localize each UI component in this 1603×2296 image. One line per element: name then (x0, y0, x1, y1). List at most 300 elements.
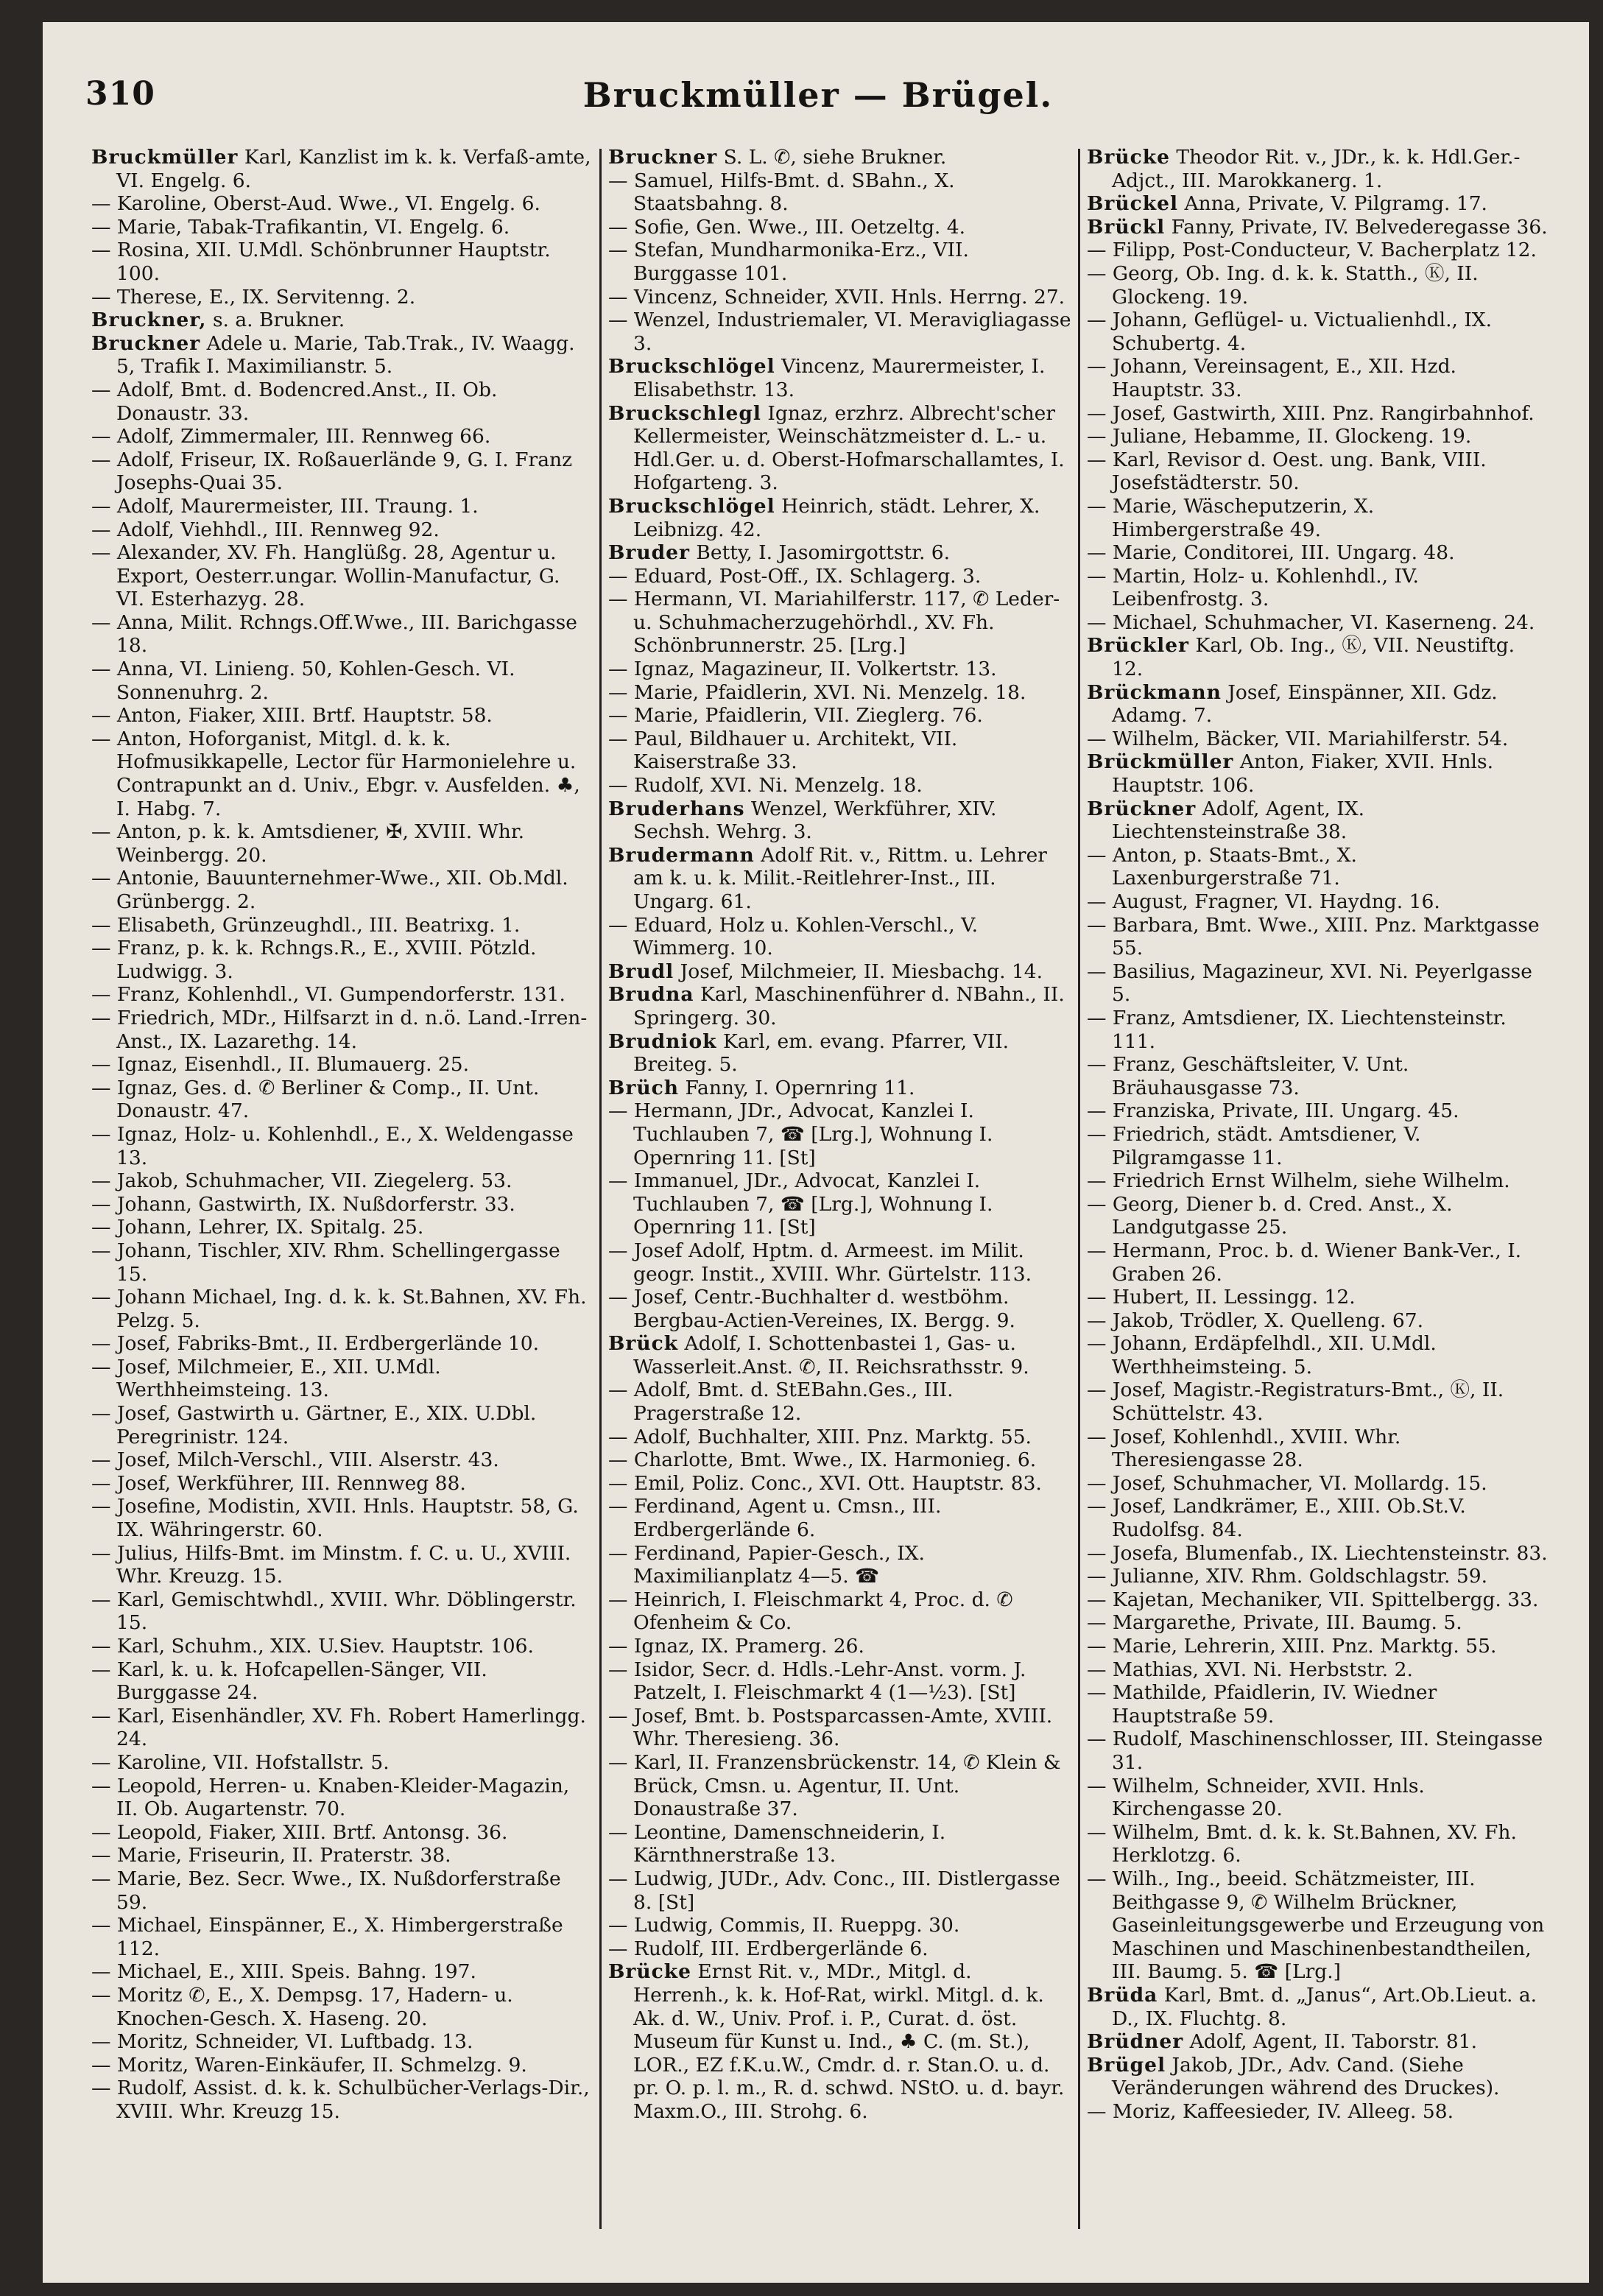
directory-entry (91, 309, 593, 332)
directory-entry (608, 1448, 1072, 1472)
entry-details: — Anton, p. Staats-Bmt., X. Laxenburgerstraße 71. (1087, 843, 1357, 890)
directory-entry (91, 1286, 593, 1332)
directory-entry (1087, 1286, 1551, 1309)
entry-details: — Therese, E., IX. Servitenng. 2. (91, 285, 416, 309)
directory-entry (1087, 309, 1551, 355)
directory-entry (608, 1030, 1072, 1077)
entry-details: — Adolf, Zimmermaler, III. Rennweg 66. (91, 425, 491, 448)
entry-details: Karl, Maschinenführer d. NBahn., II. Springerg. 30. (633, 983, 1065, 1029)
entry-details: — Samuel, Hilfs-Bmt. d. SBahn., X. Staatsbahng. 8. (608, 169, 955, 216)
directory-entry (91, 728, 593, 820)
directory-entry (91, 239, 593, 285)
page-header (85, 75, 1551, 141)
entry-details: — Adolf, Bmt. d. StEBahn.Ges., III. Pragerstraße 12. (608, 1378, 954, 1426)
entry-details: — Ludwig, Commis, II. Rueppg. 30. (608, 1914, 960, 1937)
column-left (91, 146, 593, 2230)
entry-details: — Moriz, Kaffeesieder, IV. Alleeg. 58. (1087, 2099, 1454, 2123)
entry-surname: Brückel (1087, 192, 1179, 216)
directory-entry (91, 1914, 593, 1960)
directory-entry (91, 1077, 593, 1123)
entry-details: — Franziska, Private, III. Ungarg. 45. (1087, 1099, 1459, 1123)
entry-details: — Josef, Kohlenhdl., XVIII. Whr. Theresiengasse 28. (1087, 1425, 1401, 1472)
directory-entry (91, 378, 593, 425)
directory-entry (1087, 448, 1551, 495)
directory-entry (1087, 1053, 1551, 1099)
entry-details: — Georg, Diener b. d. Cred. Anst., X. Landgutgasse 25. (1087, 1192, 1453, 1239)
directory-entry (1087, 1611, 1551, 1635)
entry-details: — Hermann, JDr., Advocat, Kanzlei I. Tuchlauben 7, ☎ [Lrg.], Wohnung I. Opernring 11. [St] (608, 1099, 993, 1169)
entry-details: — Karl, II. Franzensbrückenstr. 14, ✆ Klein & Brück, Cmsn. u. Agentur, II. Unt. Donaustraße 37. (608, 1750, 1061, 1821)
directory-entry (91, 704, 593, 728)
directory-entry (91, 2030, 593, 2054)
directory-entry (1087, 565, 1551, 611)
directory-entry (91, 1053, 593, 1077)
directory-entry (91, 1751, 593, 1775)
directory-entry (91, 611, 593, 658)
entry-details: — Franz, Geschäftsleiter, V. Unt. Bräuhausgasse 73. (1087, 1053, 1409, 1099)
directory-entry (91, 983, 593, 1007)
entry-surname: Brüdner (1087, 2030, 1184, 2054)
directory-entry (1087, 1658, 1551, 1682)
directory-entry (91, 332, 593, 378)
entry-details: — Moritz ✆, E., X. Dempsg. 17, Hadern- u. Knochen-Gesch. X. Haseng. 20. (91, 1983, 513, 2030)
entry-surname: Brudniok (608, 1029, 717, 1053)
entry-details: — Mathilde, Pfaidlerin, IV. Wiedner Hauptstraße 59. (1087, 1681, 1437, 1728)
entry-details: — Michael, Schuhmacher, VI. Kaserneng. 24. (1087, 610, 1535, 634)
entry-details: — Hermann, Proc. b. d. Wiener Bank-Ver., I. Graben 26. (1087, 1239, 1522, 1286)
entry-details: — Rudolf, III. Erdbergerlände 6. (608, 1937, 929, 1960)
directory-entry (1087, 192, 1551, 216)
entry-surname: Bruckmüller (91, 146, 239, 169)
entry-details: — Julianne, XIV. Rhm. Goldschlagstr. 59. (1087, 1565, 1488, 1588)
directory-entry (608, 588, 1072, 658)
directory-entry (608, 1332, 1072, 1378)
entry-details: — Karl, Revisor d. Oest. ung. Bank, VIII. Josefstädterstr. 50. (1087, 448, 1487, 495)
entry-details: — Hermann, VI. Mariahilferstr. 117, ✆ Leder- u. Schuhmacherzugehörhdl., XV. Fh. Schönbrunnerstr. 25. [Lrg.] (608, 588, 1060, 658)
entry-details: — Friedrich Ernst Wilhelm, siehe Wilhelm. (1087, 1169, 1510, 1193)
entry-details: Adolf, I. Schottenbastei 1, Gas- u. Wasserleit.Anst. ✆, II. Reichsrathsstr. 9. (633, 1332, 1029, 1378)
directory-entry (608, 658, 1072, 681)
entry-surname: Brückmann (1087, 680, 1222, 704)
entry-details: — Marie, Pfaidlerin, VII. Zieglerg. 76. (608, 704, 983, 728)
directory-entry (608, 1937, 1072, 1961)
directory-entry (91, 146, 593, 192)
directory-entry (608, 1588, 1072, 1635)
entry-details: — Franz, Amtsdiener, IX. Liechtensteinstr. 111. (1087, 1006, 1507, 1053)
entry-details: Anton, Fiaker, XVII. Hnls. Hauptstr. 106. (1112, 750, 1494, 797)
directory-entry (1087, 1193, 1551, 1239)
entry-details: — Michael, E., XIII. Speis. Bahng. 197. (91, 1960, 476, 1984)
entry-details: — Wilhelm, Schneider, XVII. Hnls. Kirchengasse 20. (1087, 1774, 1425, 1821)
entry-details: — Karoline, VII. Hofstallstr. 5. (91, 1750, 390, 1774)
directory-entry (91, 1448, 593, 1472)
directory-entry (91, 1705, 593, 1751)
entry-details: Betty, I. Jasomirgottstr. 6. (689, 541, 951, 565)
directory-entry (91, 1332, 593, 1356)
entry-details: — Johann, Vereinsagent, E., XII. Hzd. Hauptstr. 33. (1087, 355, 1456, 401)
directory-entry (1087, 1542, 1551, 1566)
entry-details: — Stefan, Mundharmonika-Erz., VII. Burggasse 101. (608, 239, 969, 285)
directory-entry (91, 658, 593, 704)
entry-details: — Josef, Centr.-Buchhalter d. westböhm. Bergbau-Actien-Vereines, IX. Bergg. 9. (608, 1286, 1015, 1332)
column-divider (599, 149, 602, 2229)
directory-entry (608, 402, 1072, 495)
entry-details: — Wilh., Ing., beeid. Schätzmeister, III. Beithgasse 9, ✆ Wilhelm Brückner, Gaseinleitungsgewerbe und Erzeugung von Maschinen und Maschinenbestandtheilen, III. Baumg. 5. ☎ [Lrg.] (1087, 1867, 1545, 1984)
directory-entry (608, 704, 1072, 728)
directory-entry (1087, 1169, 1551, 1193)
entry-surname: Bruckschlögel (608, 494, 775, 518)
directory-entry (608, 355, 1072, 401)
entry-details: — Josefa, Blumenfab., IX. Liechtensteinstr. 83. (1087, 1541, 1548, 1565)
entry-details: — Karl, Eisenhändler, XV. Fh. Robert Hamerlingg. 24. (91, 1704, 586, 1751)
directory-entry (1087, 1123, 1551, 1169)
entry-details: Karl, Bmt. d. „Janus“, Art.Ob.Lieut. a. D., IX. Fluchtg. 8. (1112, 1983, 1537, 2030)
entry-details: Adolf Rit. v., Rittm. u. Lehrer am k. u. k. Milit.-Reitlehrer-Inst., III. Ungarg. 61. (633, 843, 1047, 913)
entry-details: — Karoline, Oberst-Aud. Wwe., VI. Engelg. 6. (91, 192, 540, 216)
entry-details: S. L. ✆, siehe Brukner. (717, 146, 947, 169)
directory-entry (608, 1378, 1072, 1425)
directory-entry (91, 1542, 593, 1588)
directory-entry (608, 495, 1072, 541)
directory-entry (608, 565, 1072, 588)
entry-details: — Johann Michael, Ing. d. k. k. St.Bahnen, XV. Fh. Pelzg. 5. (91, 1286, 587, 1332)
entry-details: Anna, Private, V. Pilgramg. 17. (1178, 192, 1487, 216)
directory-entry (91, 495, 593, 518)
entry-details: — Josef Adolf, Hptm. d. Armeest. im Milit. geogr. Instit., XVIII. Whr. Gürtelstr. 113. (608, 1239, 1032, 1286)
entry-surname: Brück (608, 1332, 679, 1356)
entry-details: — Johann, Tischler, XIV. Rhm. Schellingergasse 15. (91, 1239, 560, 1286)
entry-surname: Brücke (608, 1960, 691, 1984)
directory-entry (1087, 1239, 1551, 1286)
entry-details: — Heinrich, I. Fleischmarkt 4, Proc. d. ✆ Ofenheim & Co. (608, 1588, 1013, 1635)
directory-entry (608, 1867, 1072, 1914)
directory-entry (1087, 1984, 1551, 2030)
entry-details: — Eduard, Holz u. Kohlen-Verschl., V. Wimmerg. 10. (608, 913, 979, 960)
entry-details: — Wilhelm, Bäcker, VII. Mariahilferstr. 54. (1087, 727, 1509, 750)
entry-details: — Basilius, Magazineur, XVI. Ni. Peyerlgasse 5. (1087, 959, 1532, 1007)
directory-entry (608, 1239, 1072, 1286)
directory-entry (91, 1123, 593, 1169)
entry-details: — Karl, Gemischtwhdl., XVIII. Whr. Döblingerstr. 15. (91, 1588, 577, 1635)
entry-surname: Brückl (1087, 215, 1166, 239)
directory-entry (1087, 1007, 1551, 1053)
directory-entry (608, 169, 1072, 216)
directory-entry (1087, 1472, 1551, 1496)
directory-entry (608, 1472, 1072, 1496)
entry-details: — Adolf, Buchhalter, XIII. Pnz. Marktg. 55. (608, 1425, 1032, 1448)
directory-entry (1087, 890, 1551, 914)
entry-surname: Bruckschlögel (608, 355, 775, 378)
directory-entry (91, 937, 593, 983)
entry-details: Heinrich, städt. Lehrer, X. Leibnizg. 42. (633, 494, 1040, 541)
entry-details: Fanny, I. Opernring 11. (679, 1076, 915, 1099)
directory-entry (1087, 681, 1551, 728)
entry-details: Theodor Rit. v., JDr., k. k. Hdl.Ger.-Adjct., III. Marokkanerg. 1. (1112, 146, 1521, 192)
entry-details: — Johann, Lehrer, IX. Spitalg. 25. (91, 1216, 424, 1239)
entry-details: — Josef, Gastwirth u. Gärtner, E., XIX. U.Dbl. Peregrinistr. 124. (91, 1402, 537, 1448)
directory-entry (1087, 750, 1551, 797)
entry-details: — Johann, Erdäpfelhdl., XII. U.Mdl. Werthheimsteing. 5. (1087, 1332, 1437, 1378)
entry-details: — Rudolf, Assist. d. k. k. Schulbücher-Verlags-Dir., XVIII. Whr. Kreuzg 15. (91, 2077, 590, 2123)
entry-details: — Anton, Fiaker, XIII. Brtf. Hauptstr. 58. (91, 704, 493, 728)
directory-entry (1087, 844, 1551, 890)
entry-details: Ernst Rit. v., MDr., Mitgl. d. Herrenh., k. k. Hof-Rat, wirkl. Mitgl. d. k. Ak. d. W., Univ. Prof. i. P., Curat. d. öst. Museum für Kunst u. Ind., ♣ C. (m. St.), LOR., EZ f.K.u.W., Cmdr. d. r. Stan.O. u. d. pr. O. p. l. m., R. d. schwd. NStO. u. d. bayr. Maxm.O., III. Strohg. 6. (633, 1960, 1065, 2123)
directory-entry (608, 1542, 1072, 1588)
entry-details: — Ignaz, Magazineur, II. Volkertstr. 13. (608, 658, 997, 681)
entry-details: — Eduard, Post-Off., IX. Schlagerg. 3. (608, 564, 982, 588)
entry-details: — Leontine, Damenschneiderin, I. Kärnthnerstraße 13. (608, 1820, 946, 1867)
entry-details: — Julius, Hilfs-Bmt. im Minstm. f. C. u. U., XVIII. Whr. Kreuzg. 15. (91, 1541, 571, 1588)
directory-entry (91, 2077, 593, 2123)
entry-details: Josef, Milchmeier, II. Miesbachg. 14. (674, 959, 1043, 983)
entry-details: — Martin, Holz- u. Kohlenhdl., IV. Leibenfrostg. 3. (1087, 564, 1419, 611)
entry-details: — Ignaz, Eisenhdl., II. Blumauerg. 25. (91, 1053, 470, 1077)
entry-details: — Mathias, XVI. Ni. Herbststr. 2. (1087, 1658, 1413, 1681)
directory-entry (1087, 216, 1551, 239)
entry-details: Adolf, Agent, II. Taborstr. 81. (1183, 2030, 1478, 2054)
directory-entry (91, 2054, 593, 2077)
entry-details: Karl, Ob. Ing., Ⓚ, VII. Neustiftg. 12. (1112, 634, 1515, 681)
directory-entry (608, 1099, 1072, 1169)
directory-entry (608, 1169, 1072, 1239)
page-number: 310 (85, 75, 155, 113)
entry-details: — Karl, Schuhm., XIX. U.Siev. Hauptstr. 106. (91, 1635, 534, 1658)
directory-entry (91, 1635, 593, 1658)
directory-entry (1087, 2054, 1551, 2100)
entry-surname: Brücke (1087, 146, 1170, 169)
entry-details: Adele u. Marie, Tab.Trak., IV. Waagg. 5, Trafik I. Maximilianstr. 5. (116, 331, 575, 378)
directory-entry (91, 1495, 593, 1541)
entry-surname: Brückler (1087, 634, 1190, 658)
entry-details: — Franz, p. k. k. Rchngs.R., E., XVIII. Pötzld. Ludwigg. 3. (91, 937, 537, 983)
directory-entry (608, 1426, 1072, 1449)
directory-entry (1087, 1426, 1551, 1472)
entry-details: — Franz, Kohlenhdl., VI. Gumpendorferstr. 131. (91, 983, 566, 1007)
directory-entry (91, 192, 593, 216)
directory-entry (1087, 1309, 1551, 1333)
directory-entry (608, 1658, 1072, 1705)
entry-details: — Friedrich, städt. Amtsdiener, V. Pilgramgasse 11. (1087, 1122, 1421, 1169)
entry-details: — Josef, Fabriks-Bmt., II. Erdbergerlände 10. (91, 1332, 540, 1356)
entry-details: — Wenzel, Industriemaler, VI. Meravigliagasse 3. (608, 309, 1071, 355)
entry-details: Karl, Kanzlist im k. k. Verfaß-amte, VI. Engelg. 6. (116, 146, 591, 192)
directory-entry (91, 1821, 593, 1845)
directory-entry (1087, 402, 1551, 426)
entry-details: Vincenz, Maurermeister, I. Elisabethstr. 13. (633, 355, 1046, 401)
directory-entry (608, 844, 1072, 914)
entry-surname: Brudl (608, 959, 674, 983)
entry-details: Fanny, Private, IV. Belvederegasse 36. (1165, 215, 1548, 239)
entry-details: — Isidor, Secr. d. Hdls.-Lehr-Anst. vorm. J. Patzelt, I. Fleischmarkt 4 (1—½3). [St] (608, 1658, 1026, 1705)
directory-entry (91, 1867, 593, 1914)
directory-entry (608, 1821, 1072, 1867)
directory-entry (1087, 2100, 1551, 2124)
entry-surname: Bruder (608, 541, 690, 565)
entry-surname: Bruckner, (91, 309, 207, 332)
entry-surname: Bruderhans (608, 797, 745, 820)
entry-details: — Marie, Conditorei, III. Ungarg. 48. (1087, 541, 1455, 565)
directory-entry (1087, 425, 1551, 448)
entry-surname: Brüch (608, 1076, 680, 1099)
entry-details: — Adolf, Viehhdl., III. Rennweg 92. (91, 518, 440, 541)
directory-entry (91, 1984, 593, 2030)
directory-entry (608, 1286, 1072, 1332)
directory-entry (608, 681, 1072, 705)
entry-details: Josef, Einspänner, XII. Gdz. Adamg. 7. (1112, 680, 1498, 728)
directory-entry (91, 518, 593, 542)
directory-entry (1087, 1821, 1551, 1867)
directory-entry (1087, 1588, 1551, 1612)
directory-entry (1087, 239, 1551, 262)
directory-entry (91, 914, 593, 937)
entry-details: — Friedrich, MDr., Hilfsarzt in d. n.ö. Land.-Irren-Anst., IX. Lazarethg. 14. (91, 1006, 588, 1053)
directory-entry (1087, 1099, 1551, 1123)
directory-entry (1087, 146, 1551, 192)
directory-entry (608, 1960, 1072, 2123)
entry-details: — Emil, Poliz. Conc., XVI. Ott. Hauptstr. 83. (608, 1471, 1042, 1495)
entry-surname: Brückmüller (1087, 750, 1234, 774)
directory-entry (1087, 611, 1551, 635)
column-divider (1078, 149, 1080, 2229)
entry-details: — Johann, Geflügel- u. Victualienhdl., IX. Schubertg. 4. (1087, 309, 1493, 355)
directory-entry (91, 1239, 593, 1286)
directory-entry (608, 1077, 1072, 1100)
directory-entry (608, 1751, 1072, 1821)
entry-surname: Brudna (608, 983, 694, 1007)
directory-entry (1087, 541, 1551, 565)
entry-details: — Adolf, Friseur, IX. Roßauerlände 9, G. I. Franz Josephs-Quai 35. (91, 448, 573, 495)
directory-entry (1087, 1635, 1551, 1658)
entry-details: — Ignaz, Holz- u. Kohlenhdl., E., X. Weldengasse 13. (91, 1122, 574, 1169)
directory-entry (91, 1960, 593, 1984)
entry-details: — Georg, Ob. Ing. d. k. k. Statth., Ⓚ, II. Glockeng. 19. (1087, 261, 1479, 309)
entry-details: — Josef, Gastwirth, XIII. Pnz. Rangirbahnhof. (1087, 401, 1535, 425)
directory-entry (91, 1658, 593, 1705)
entry-details: — Anna, Milit. Rchngs.Off.Wwe., III. Barichgasse 18. (91, 610, 577, 658)
directory-entry (91, 1193, 593, 1216)
entry-details: — Ignaz, Ges. d. ✆ Berliner & Comp., II. Unt. Donaustr. 47. (91, 1076, 540, 1123)
entry-details: — Ludwig, JUDr., Adv. Conc., III. Distlergasse 8. [St] (608, 1867, 1060, 1914)
directory-entry (91, 425, 593, 448)
directory-entry (608, 1914, 1072, 1937)
directory-entry (608, 983, 1072, 1029)
directory-entry (1087, 1728, 1551, 1774)
directory-entry (91, 1356, 593, 1402)
entry-surname: Bruckner (91, 331, 201, 355)
directory-entry (608, 216, 1072, 239)
entry-details: — Antonie, Bauunternehmer-Wwe., XII. Ob.Mdl. Grünbergg. 2. (91, 867, 568, 913)
directory-entry (608, 1705, 1072, 1751)
entry-details: — Ferdinand, Papier-Gesch., IX. Maximilianplatz 4—5. ☎ (608, 1541, 925, 1588)
entry-details: — Filipp, Post-Conducteur, V. Bacherplatz 12. (1087, 239, 1537, 262)
entry-details: — Jakob, Trödler, X. Quelleng. 67. (1087, 1309, 1424, 1332)
directory-entry (608, 914, 1072, 960)
entry-details: — Adolf, Bmt. d. Bodencred.Anst., II. Ob. Donaustr. 33. (91, 378, 498, 425)
entry-details: — Rosina, XII. U.Mdl. Schönbrunner Hauptstr. 100. (91, 239, 551, 285)
entry-details: — Josef, Landkrämer, E., XIII. Ob.St.V. Rudolfsg. 84. (1087, 1495, 1466, 1542)
directory-page (43, 22, 1589, 2283)
entry-surname: Brückner (1087, 797, 1197, 820)
entry-details: — Rudolf, Maschinenschlosser, III. Steingasse 31. (1087, 1728, 1543, 1774)
directory-entry (608, 774, 1072, 797)
directory-entry (608, 286, 1072, 309)
entry-details: — Josef, Schuhmacher, VI. Mollardg. 15. (1087, 1471, 1487, 1495)
entry-details: — Alexander, XV. Fh. Hanglüßg. 28, Agentur u. Export, Oesterr.ungar. Wollin-Manufactur, G. VI. Esterhazyg. 28. (91, 541, 560, 611)
directory-entry (608, 541, 1072, 565)
directory-entry (91, 1472, 593, 1496)
directory-entry (608, 309, 1072, 355)
directory-entry (1087, 1565, 1551, 1588)
entry-details: — Marie, Wäscheputzerin, X. Himbergerstraße 49. (1087, 494, 1375, 541)
directory-entry (1087, 1681, 1551, 1728)
entry-details: — Ferdinand, Agent u. Cmsn., III. Erdbergerlände 6. (608, 1495, 942, 1542)
entry-surname: Brudermann (608, 843, 755, 867)
directory-entry (608, 239, 1072, 285)
entry-details: — Elisabeth, Grünzeughdl., III. Beatrixg. 1. (91, 913, 521, 937)
directory-entry (91, 1775, 593, 1821)
entry-details: — Johann, Gastwirth, IX. Nußdorferstr. 33. (91, 1192, 515, 1216)
directory-entry (1087, 1378, 1551, 1425)
entry-details: — Marie, Pfaidlerin, XVI. Ni. Menzelg. 18. (608, 680, 1026, 704)
entry-details: — Josef, Milchmeier, E., XII. U.Mdl. Werthheimsteing. 13. (91, 1355, 441, 1402)
directory-entry (608, 960, 1072, 984)
entry-details: — Anna, VI. Linieng. 50, Kohlen-Gesch. VI. Sonnenuhrg. 2. (91, 658, 515, 704)
entry-details: — Marie, Lehrerin, XIII. Pnz. Marktg. 55. (1087, 1635, 1497, 1658)
entry-details: Jakob, JDr., Adv. Cand. (Siehe Veränderungen während des Druckes). (1112, 2053, 1500, 2100)
entry-details: — Moritz, Schneider, VI. Luftbadg. 13. (91, 2030, 473, 2054)
directory-entry (91, 541, 593, 611)
entry-details: — Adolf, Maurermeister, III. Traung. 1. (91, 494, 479, 518)
entry-details: — Sofie, Gen. Wwe., III. Oetzeltg. 4. (608, 215, 966, 239)
entry-details: — Paul, Bildhauer u. Architekt, VII. Kaiserstraße 33. (608, 727, 958, 774)
directory-entry (608, 797, 1072, 844)
entry-details: — Wilhelm, Bmt. d. k. k. St.Bahnen, XV. Fh. Herklotzg. 6. (1087, 1820, 1517, 1867)
entry-surname: Brügel (1087, 2053, 1166, 2077)
directory-entry (1087, 262, 1551, 309)
entry-details: — Leopold, Herren- u. Knaben-Kleider-Magazin, II. Ob. Augartenstr. 70. (91, 1774, 570, 1821)
directory-entry (1087, 634, 1551, 680)
directory-entry (91, 1169, 593, 1193)
entry-details: — Hubert, II. Lessingg. 12. (1087, 1286, 1356, 1309)
entry-details: — August, Fragner, VI. Haydng. 16. (1087, 890, 1440, 913)
directory-entry (91, 448, 593, 495)
entry-details: — Michael, Einspänner, E., X. Himbergerstraße 112. (91, 1914, 563, 1960)
entry-surname: Brüda (1087, 1983, 1158, 2007)
directory-entry (1087, 797, 1551, 844)
column-right (1087, 146, 1551, 2230)
directory-entry (1087, 495, 1551, 541)
entry-details: — Karl, k. u. k. Hofcapellen-Sänger, VII. Burggasse 24. (91, 1658, 487, 1705)
entry-details: — Charlotte, Bmt. Wwe., IX. Harmonieg. 6. (608, 1448, 1037, 1472)
entry-details: — Moritz, Waren-Einkäufer, II. Schmelzg. 9. (91, 2053, 527, 2077)
directory-entry (91, 286, 593, 309)
directory-entry (608, 1635, 1072, 1658)
entry-details: — Barbara, Bmt. Wwe., XIII. Pnz. Marktgasse 55. (1087, 913, 1540, 960)
entry-details: — Marie, Friseurin, II. Praterstr. 38. (91, 1844, 451, 1867)
entry-details: — Josefine, Modistin, XVII. Hnls. Hauptstr. 58, G. IX. Währingerstr. 60. (91, 1495, 579, 1542)
directory-entry (1087, 1495, 1551, 1541)
directory-entry (1087, 914, 1551, 960)
directory-entry (91, 216, 593, 239)
directory-entry (91, 820, 593, 867)
entry-details: — Anton, p. k. k. Amtsdiener, ✠, XVIII. Whr. Weinbergg. 20. (91, 820, 525, 867)
entry-details: Wenzel, Werkführer, XIV. Sechsh. Wehrg. 3. (633, 797, 997, 844)
entry-details: — Marie, Bez. Secr. Wwe., IX. Nußdorferstraße 59. (91, 1867, 561, 1914)
entry-details: s. a. Brukner. (206, 309, 345, 332)
entry-surname: Bruckschlegl (608, 401, 761, 425)
entry-surname: Bruckner (608, 146, 718, 169)
directory-entry (608, 146, 1072, 169)
